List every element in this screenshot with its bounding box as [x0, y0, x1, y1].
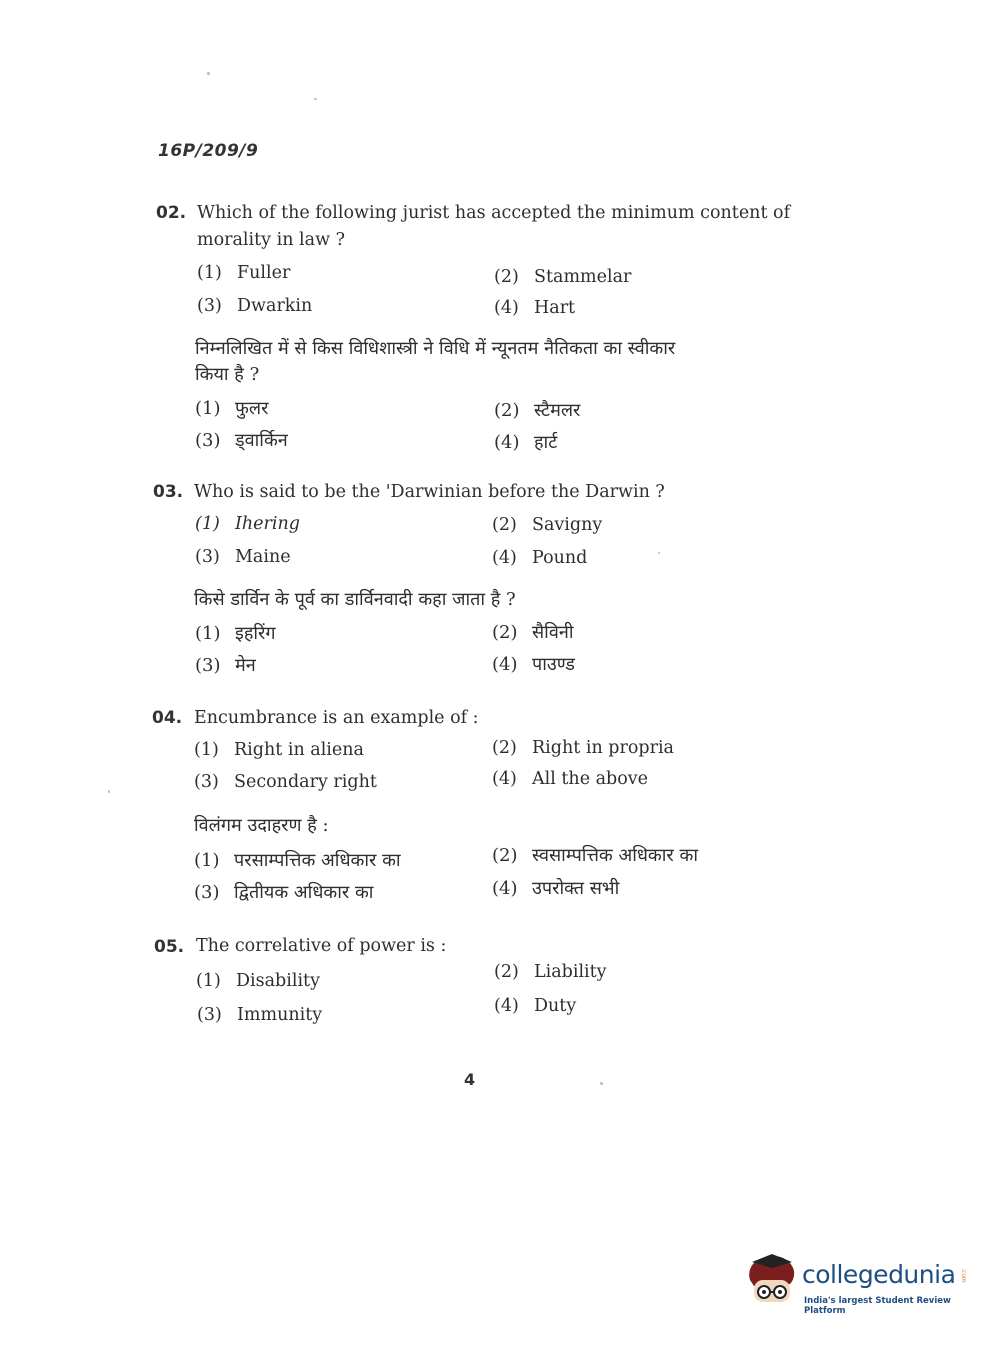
scan-speck	[600, 1082, 603, 1085]
scan-speck	[108, 790, 110, 793]
page-number: 4	[464, 1070, 476, 1089]
option-en-3: (3) Maine	[195, 547, 291, 567]
mascot-icon	[742, 1252, 800, 1312]
option-hi-3: (3) द्वितीयक अधिकार का	[194, 882, 374, 903]
option-hi-3: (3) ड्वार्किन	[195, 430, 288, 451]
question-text-hi: विलंगम उदाहरण है :	[194, 815, 329, 836]
option-hi-4: (4) पाउण्ड	[492, 654, 575, 675]
option-hi-1: (1) इहरिंग	[195, 623, 276, 644]
option-en-1: (1) Right in aliena	[194, 740, 364, 760]
collegedunia-logo	[742, 1252, 972, 1316]
scan-speck	[658, 552, 660, 554]
option-en-2: (2) Stammelar	[494, 267, 632, 287]
question-text-hi-cont: किया है ?	[195, 364, 260, 385]
option-en-1: (1) Ihering	[195, 514, 300, 534]
scan-speck	[314, 98, 317, 100]
question-text-en: Encumbrance is an example of :	[194, 708, 479, 728]
question-text-hi: निम्नलिखित में से किस विधिशास्त्री ने विधि में न्यूनतम नैतिकता का स्वीकार	[195, 338, 676, 359]
question-text-hi: किसे डार्विन के पूर्व का डार्विनवादी कहा जाता है ?	[194, 589, 516, 610]
question-text-en: The correlative of power is :	[196, 936, 447, 956]
logo-wordmark: collegedunia	[802, 1260, 956, 1289]
option-hi-2: (2) स्टैमलर	[494, 400, 581, 421]
logo-domain: .com	[960, 1268, 967, 1283]
option-hi-2: (2) स्वसाम्पत्तिक अधिकार का	[492, 845, 698, 866]
question-number: 04.	[152, 708, 183, 728]
question-text-en: Which of the following jurist has accepted the minimum content of	[197, 203, 791, 223]
option-en-4: (4) All the above	[492, 769, 649, 789]
option-hi-4: (4) हार्ट	[494, 432, 558, 453]
option-hi-1: (1) परसाम्पत्तिक अधिकार का	[194, 850, 401, 871]
option-en-1: (1) Disability	[196, 971, 320, 991]
option-en-4: (4) Duty	[494, 996, 577, 1016]
option-hi-4: (4) उपरोक्त सभी	[492, 878, 620, 899]
option-en-2: (2) Savigny	[492, 515, 603, 535]
logo-tagline: India's largest Student Review Platform	[804, 1296, 951, 1316]
question-text-en: Who is said to be the 'Darwinian before the Darwin ?	[194, 482, 665, 502]
option-hi-1: (1) फुलर	[195, 398, 269, 419]
option-en-3: (3) Secondary right	[194, 772, 377, 792]
option-en-4: (4) Pound	[492, 548, 588, 568]
option-en-3: (3) Immunity	[197, 1005, 323, 1025]
option-en-3: (3) Dwarkin	[197, 296, 313, 316]
question-number: 05.	[154, 937, 185, 957]
question-text-en-cont: morality in law ?	[197, 230, 345, 250]
paper-code: 16P/209/9	[158, 141, 259, 161]
option-en-2: (2) Liability	[494, 962, 607, 982]
option-en-1: (1) Fuller	[197, 263, 291, 283]
option-hi-3: (3) मेन	[195, 655, 256, 676]
scan-speck	[207, 72, 210, 75]
option-hi-2: (2) सैविनी	[492, 622, 574, 643]
question-number: 03.	[153, 482, 184, 502]
question-number: 02.	[156, 203, 187, 223]
option-en-2: (2) Right in propria	[492, 738, 674, 758]
option-en-4: (4) Hart	[494, 298, 576, 318]
